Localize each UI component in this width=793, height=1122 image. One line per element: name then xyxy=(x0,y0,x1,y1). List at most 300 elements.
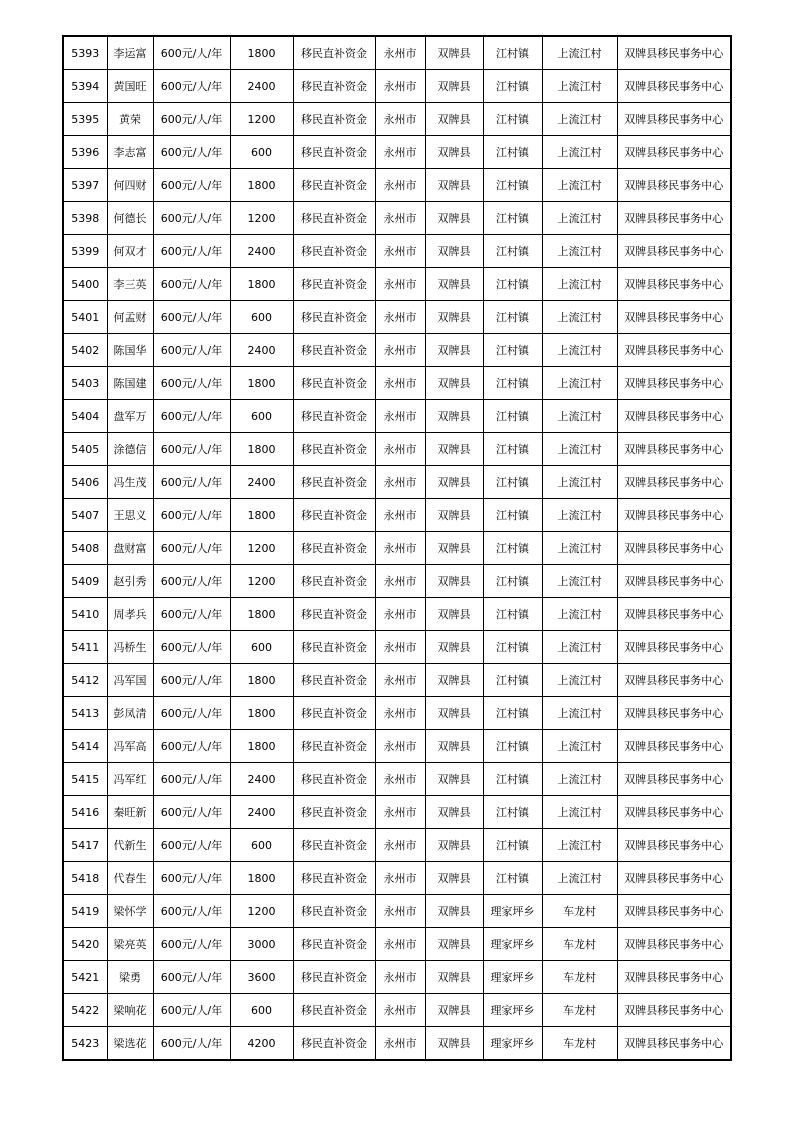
cell-city: 永州市 xyxy=(375,202,425,235)
cell-subsidy-amount: 1800 xyxy=(230,169,293,202)
cell-row-number: 5412 xyxy=(63,664,107,697)
cell-issuing-agency: 双牌县移民事务中心 xyxy=(617,1027,731,1061)
cell-township: 理家坪乡 xyxy=(483,994,542,1027)
cell-subsidy-standard: 600元/人/年 xyxy=(153,994,230,1027)
cell-subsidy-standard: 600元/人/年 xyxy=(153,400,230,433)
cell-recipient-name: 代春生 xyxy=(107,862,153,895)
cell-village: 上流江村 xyxy=(542,70,617,103)
cell-row-number: 5395 xyxy=(63,103,107,136)
cell-row-number: 5416 xyxy=(63,796,107,829)
cell-village: 上流江村 xyxy=(542,136,617,169)
cell-city: 永州市 xyxy=(375,367,425,400)
cell-city: 永州市 xyxy=(375,895,425,928)
cell-subsidy-amount: 2400 xyxy=(230,334,293,367)
cell-city: 永州市 xyxy=(375,763,425,796)
cell-city: 永州市 xyxy=(375,1027,425,1061)
cell-recipient-name: 盘财富 xyxy=(107,532,153,565)
cell-city: 永州市 xyxy=(375,301,425,334)
cell-subsidy-amount: 1800 xyxy=(230,730,293,763)
cell-township: 江村镇 xyxy=(483,697,542,730)
cell-village: 上流江村 xyxy=(542,598,617,631)
cell-issuing-agency: 双牌县移民事务中心 xyxy=(617,268,731,301)
cell-row-number: 5398 xyxy=(63,202,107,235)
cell-subsidy-amount: 600 xyxy=(230,400,293,433)
cell-subsidy-amount: 1200 xyxy=(230,103,293,136)
cell-county: 双牌县 xyxy=(425,829,483,862)
cell-village: 上流江村 xyxy=(542,862,617,895)
cell-subsidy-amount: 600 xyxy=(230,136,293,169)
cell-subsidy-amount: 1200 xyxy=(230,202,293,235)
cell-row-number: 5413 xyxy=(63,697,107,730)
cell-subsidy-amount: 3600 xyxy=(230,961,293,994)
cell-fund-type: 移民直补资金 xyxy=(293,862,375,895)
cell-subsidy-standard: 600元/人/年 xyxy=(153,697,230,730)
cell-subsidy-standard: 600元/人/年 xyxy=(153,730,230,763)
cell-township: 江村镇 xyxy=(483,862,542,895)
cell-recipient-name: 何德长 xyxy=(107,202,153,235)
cell-fund-type: 移民直补资金 xyxy=(293,730,375,763)
cell-city: 永州市 xyxy=(375,565,425,598)
cell-county: 双牌县 xyxy=(425,862,483,895)
cell-subsidy-standard: 600元/人/年 xyxy=(153,961,230,994)
cell-issuing-agency: 双牌县移民事务中心 xyxy=(617,532,731,565)
table-row xyxy=(63,928,731,961)
cell-village: 上流江村 xyxy=(542,301,617,334)
cell-row-number: 5414 xyxy=(63,730,107,763)
cell-county: 双牌县 xyxy=(425,730,483,763)
cell-county: 双牌县 xyxy=(425,763,483,796)
cell-subsidy-amount: 1800 xyxy=(230,433,293,466)
cell-recipient-name: 彭凤清 xyxy=(107,697,153,730)
cell-subsidy-standard: 600元/人/年 xyxy=(153,268,230,301)
table-row xyxy=(63,499,731,532)
cell-city: 永州市 xyxy=(375,169,425,202)
cell-issuing-agency: 双牌县移民事务中心 xyxy=(617,36,731,70)
cell-issuing-agency: 双牌县移民事务中心 xyxy=(617,202,731,235)
cell-subsidy-amount: 2400 xyxy=(230,70,293,103)
cell-county: 双牌县 xyxy=(425,532,483,565)
cell-issuing-agency: 双牌县移民事务中心 xyxy=(617,862,731,895)
cell-subsidy-standard: 600元/人/年 xyxy=(153,796,230,829)
cell-county: 双牌县 xyxy=(425,169,483,202)
cell-township: 江村镇 xyxy=(483,532,542,565)
cell-city: 永州市 xyxy=(375,598,425,631)
cell-city: 永州市 xyxy=(375,136,425,169)
cell-row-number: 5396 xyxy=(63,136,107,169)
cell-issuing-agency: 双牌县移民事务中心 xyxy=(617,598,731,631)
table-row xyxy=(63,631,731,664)
cell-subsidy-standard: 600元/人/年 xyxy=(153,1027,230,1061)
table-row xyxy=(63,367,731,400)
cell-county: 双牌县 xyxy=(425,367,483,400)
cell-county: 双牌县 xyxy=(425,202,483,235)
cell-city: 永州市 xyxy=(375,697,425,730)
cell-county: 双牌县 xyxy=(425,1027,483,1061)
cell-issuing-agency: 双牌县移民事务中心 xyxy=(617,961,731,994)
cell-county: 双牌县 xyxy=(425,136,483,169)
cell-township: 江村镇 xyxy=(483,202,542,235)
cell-village: 上流江村 xyxy=(542,433,617,466)
cell-subsidy-amount: 2400 xyxy=(230,235,293,268)
cell-row-number: 5418 xyxy=(63,862,107,895)
cell-village: 上流江村 xyxy=(542,235,617,268)
cell-city: 永州市 xyxy=(375,664,425,697)
cell-fund-type: 移民直补资金 xyxy=(293,928,375,961)
cell-issuing-agency: 双牌县移民事务中心 xyxy=(617,103,731,136)
cell-subsidy-amount: 2400 xyxy=(230,763,293,796)
cell-recipient-name: 何双才 xyxy=(107,235,153,268)
cell-recipient-name: 陈国建 xyxy=(107,367,153,400)
cell-fund-type: 移民直补资金 xyxy=(293,697,375,730)
cell-county: 双牌县 xyxy=(425,895,483,928)
cell-city: 永州市 xyxy=(375,103,425,136)
cell-row-number: 5399 xyxy=(63,235,107,268)
cell-city: 永州市 xyxy=(375,829,425,862)
cell-row-number: 5394 xyxy=(63,70,107,103)
cell-subsidy-standard: 600元/人/年 xyxy=(153,499,230,532)
cell-issuing-agency: 双牌县移民事务中心 xyxy=(617,763,731,796)
cell-subsidy-standard: 600元/人/年 xyxy=(153,136,230,169)
cell-recipient-name: 黄国旺 xyxy=(107,70,153,103)
cell-subsidy-standard: 600元/人/年 xyxy=(153,895,230,928)
cell-subsidy-standard: 600元/人/年 xyxy=(153,565,230,598)
cell-fund-type: 移民直补资金 xyxy=(293,70,375,103)
cell-fund-type: 移民直补资金 xyxy=(293,961,375,994)
table-row xyxy=(63,565,731,598)
cell-row-number: 5410 xyxy=(63,598,107,631)
cell-row-number: 5420 xyxy=(63,928,107,961)
cell-township: 江村镇 xyxy=(483,235,542,268)
cell-row-number: 5415 xyxy=(63,763,107,796)
cell-township: 江村镇 xyxy=(483,70,542,103)
cell-township: 江村镇 xyxy=(483,169,542,202)
cell-fund-type: 移民直补资金 xyxy=(293,103,375,136)
cell-row-number: 5397 xyxy=(63,169,107,202)
cell-subsidy-amount: 600 xyxy=(230,301,293,334)
cell-subsidy-standard: 600元/人/年 xyxy=(153,334,230,367)
cell-row-number: 5400 xyxy=(63,268,107,301)
cell-recipient-name: 盘军万 xyxy=(107,400,153,433)
cell-subsidy-standard: 600元/人/年 xyxy=(153,532,230,565)
cell-issuing-agency: 双牌县移民事务中心 xyxy=(617,697,731,730)
cell-fund-type: 移民直补资金 xyxy=(293,532,375,565)
table-row xyxy=(63,202,731,235)
cell-county: 双牌县 xyxy=(425,268,483,301)
cell-subsidy-amount: 1800 xyxy=(230,36,293,70)
cell-village: 车龙村 xyxy=(542,961,617,994)
cell-county: 双牌县 xyxy=(425,301,483,334)
cell-county: 双牌县 xyxy=(425,994,483,1027)
table-row xyxy=(63,169,731,202)
cell-subsidy-standard: 600元/人/年 xyxy=(153,631,230,664)
table-row xyxy=(63,895,731,928)
table-row xyxy=(63,994,731,1027)
cell-subsidy-standard: 600元/人/年 xyxy=(153,169,230,202)
cell-fund-type: 移民直补资金 xyxy=(293,895,375,928)
table-row xyxy=(63,36,731,70)
cell-subsidy-amount: 1800 xyxy=(230,367,293,400)
cell-village: 上流江村 xyxy=(542,697,617,730)
cell-row-number: 5404 xyxy=(63,400,107,433)
cell-subsidy-standard: 600元/人/年 xyxy=(153,70,230,103)
cell-subsidy-standard: 600元/人/年 xyxy=(153,829,230,862)
cell-fund-type: 移民直补资金 xyxy=(293,631,375,664)
cell-city: 永州市 xyxy=(375,70,425,103)
cell-county: 双牌县 xyxy=(425,598,483,631)
table-row xyxy=(63,664,731,697)
cell-village: 上流江村 xyxy=(542,268,617,301)
cell-fund-type: 移民直补资金 xyxy=(293,565,375,598)
cell-recipient-name: 黄荣 xyxy=(107,103,153,136)
cell-recipient-name: 何孟财 xyxy=(107,301,153,334)
cell-city: 永州市 xyxy=(375,334,425,367)
table-row xyxy=(63,70,731,103)
cell-city: 永州市 xyxy=(375,994,425,1027)
cell-issuing-agency: 双牌县移民事务中心 xyxy=(617,499,731,532)
table-row xyxy=(63,598,731,631)
cell-county: 双牌县 xyxy=(425,928,483,961)
table-row xyxy=(63,829,731,862)
cell-township: 江村镇 xyxy=(483,36,542,70)
cell-fund-type: 移民直补资金 xyxy=(293,499,375,532)
cell-fund-type: 移民直补资金 xyxy=(293,1027,375,1061)
cell-city: 永州市 xyxy=(375,433,425,466)
cell-subsidy-standard: 600元/人/年 xyxy=(153,928,230,961)
cell-township: 江村镇 xyxy=(483,730,542,763)
cell-township: 江村镇 xyxy=(483,400,542,433)
cell-county: 双牌县 xyxy=(425,334,483,367)
cell-fund-type: 移民直补资金 xyxy=(293,169,375,202)
cell-township: 江村镇 xyxy=(483,136,542,169)
cell-city: 永州市 xyxy=(375,631,425,664)
cell-recipient-name: 李运富 xyxy=(107,36,153,70)
cell-issuing-agency: 双牌县移民事务中心 xyxy=(617,730,731,763)
cell-township: 理家坪乡 xyxy=(483,961,542,994)
cell-row-number: 5401 xyxy=(63,301,107,334)
cell-fund-type: 移民直补资金 xyxy=(293,235,375,268)
cell-subsidy-standard: 600元/人/年 xyxy=(153,103,230,136)
cell-recipient-name: 王思义 xyxy=(107,499,153,532)
cell-fund-type: 移民直补资金 xyxy=(293,994,375,1027)
table-row xyxy=(63,334,731,367)
cell-city: 永州市 xyxy=(375,532,425,565)
table-row xyxy=(63,136,731,169)
cell-subsidy-amount: 2400 xyxy=(230,466,293,499)
cell-fund-type: 移民直补资金 xyxy=(293,36,375,70)
cell-village: 上流江村 xyxy=(542,367,617,400)
cell-row-number: 5393 xyxy=(63,36,107,70)
cell-row-number: 5422 xyxy=(63,994,107,1027)
cell-township: 江村镇 xyxy=(483,367,542,400)
cell-village: 上流江村 xyxy=(542,763,617,796)
cell-row-number: 5405 xyxy=(63,433,107,466)
cell-recipient-name: 冯桥生 xyxy=(107,631,153,664)
cell-subsidy-amount: 1200 xyxy=(230,532,293,565)
cell-issuing-agency: 双牌县移民事务中心 xyxy=(617,664,731,697)
cell-village: 上流江村 xyxy=(542,499,617,532)
cell-city: 永州市 xyxy=(375,268,425,301)
cell-issuing-agency: 双牌县移民事务中心 xyxy=(617,235,731,268)
cell-township: 江村镇 xyxy=(483,103,542,136)
cell-row-number: 5408 xyxy=(63,532,107,565)
cell-subsidy-standard: 600元/人/年 xyxy=(153,598,230,631)
cell-subsidy-amount: 1800 xyxy=(230,499,293,532)
cell-township: 江村镇 xyxy=(483,268,542,301)
cell-issuing-agency: 双牌县移民事务中心 xyxy=(617,400,731,433)
cell-issuing-agency: 双牌县移民事务中心 xyxy=(617,928,731,961)
table-row xyxy=(63,103,731,136)
cell-recipient-name: 陈国华 xyxy=(107,334,153,367)
cell-village: 车龙村 xyxy=(542,1027,617,1061)
cell-subsidy-standard: 600元/人/年 xyxy=(153,301,230,334)
cell-county: 双牌县 xyxy=(425,400,483,433)
table-row xyxy=(63,697,731,730)
cell-recipient-name: 梁勇 xyxy=(107,961,153,994)
cell-township: 江村镇 xyxy=(483,763,542,796)
cell-issuing-agency: 双牌县移民事务中心 xyxy=(617,367,731,400)
cell-fund-type: 移民直补资金 xyxy=(293,466,375,499)
cell-county: 双牌县 xyxy=(425,565,483,598)
cell-recipient-name: 冯生茂 xyxy=(107,466,153,499)
cell-village: 上流江村 xyxy=(542,169,617,202)
cell-fund-type: 移民直补资金 xyxy=(293,796,375,829)
cell-city: 永州市 xyxy=(375,730,425,763)
cell-subsidy-standard: 600元/人/年 xyxy=(153,664,230,697)
table-row xyxy=(63,730,731,763)
cell-fund-type: 移民直补资金 xyxy=(293,367,375,400)
cell-subsidy-amount: 1800 xyxy=(230,697,293,730)
cell-subsidy-standard: 600元/人/年 xyxy=(153,763,230,796)
cell-subsidy-standard: 600元/人/年 xyxy=(153,466,230,499)
cell-township: 江村镇 xyxy=(483,466,542,499)
cell-row-number: 5423 xyxy=(63,1027,107,1061)
cell-subsidy-amount: 600 xyxy=(230,994,293,1027)
cell-issuing-agency: 双牌县移民事务中心 xyxy=(617,301,731,334)
cell-row-number: 5402 xyxy=(63,334,107,367)
cell-subsidy-standard: 600元/人/年 xyxy=(153,433,230,466)
cell-subsidy-amount: 2400 xyxy=(230,796,293,829)
cell-recipient-name: 梁怀学 xyxy=(107,895,153,928)
cell-issuing-agency: 双牌县移民事务中心 xyxy=(617,796,731,829)
cell-recipient-name: 梁响花 xyxy=(107,994,153,1027)
cell-issuing-agency: 双牌县移民事务中心 xyxy=(617,70,731,103)
cell-fund-type: 移民直补资金 xyxy=(293,301,375,334)
cell-township: 理家坪乡 xyxy=(483,928,542,961)
cell-recipient-name: 涂德信 xyxy=(107,433,153,466)
cell-city: 永州市 xyxy=(375,400,425,433)
cell-issuing-agency: 双牌县移民事务中心 xyxy=(617,631,731,664)
cell-recipient-name: 冯军国 xyxy=(107,664,153,697)
cell-county: 双牌县 xyxy=(425,466,483,499)
cell-township: 江村镇 xyxy=(483,664,542,697)
cell-subsidy-amount: 3000 xyxy=(230,928,293,961)
table-row xyxy=(63,268,731,301)
cell-village: 上流江村 xyxy=(542,796,617,829)
cell-issuing-agency: 双牌县移民事务中心 xyxy=(617,169,731,202)
cell-county: 双牌县 xyxy=(425,697,483,730)
cell-fund-type: 移民直补资金 xyxy=(293,202,375,235)
table-row xyxy=(63,433,731,466)
cell-fund-type: 移民直补资金 xyxy=(293,829,375,862)
cell-subsidy-standard: 600元/人/年 xyxy=(153,862,230,895)
cell-recipient-name: 代新生 xyxy=(107,829,153,862)
cell-county: 双牌县 xyxy=(425,70,483,103)
cell-county: 双牌县 xyxy=(425,961,483,994)
cell-subsidy-amount: 1200 xyxy=(230,565,293,598)
table-row xyxy=(63,466,731,499)
table-body xyxy=(63,36,731,1060)
cell-city: 永州市 xyxy=(375,796,425,829)
cell-row-number: 5409 xyxy=(63,565,107,598)
cell-row-number: 5419 xyxy=(63,895,107,928)
cell-village: 上流江村 xyxy=(542,730,617,763)
cell-county: 双牌县 xyxy=(425,103,483,136)
cell-fund-type: 移民直补资金 xyxy=(293,433,375,466)
cell-county: 双牌县 xyxy=(425,631,483,664)
cell-subsidy-amount: 4200 xyxy=(230,1027,293,1061)
cell-subsidy-standard: 600元/人/年 xyxy=(153,202,230,235)
cell-village: 上流江村 xyxy=(542,664,617,697)
cell-subsidy-amount: 1800 xyxy=(230,862,293,895)
cell-issuing-agency: 双牌县移民事务中心 xyxy=(617,895,731,928)
cell-issuing-agency: 双牌县移民事务中心 xyxy=(617,829,731,862)
cell-village: 上流江村 xyxy=(542,532,617,565)
cell-village: 上流江村 xyxy=(542,202,617,235)
table-row xyxy=(63,763,731,796)
cell-village: 上流江村 xyxy=(542,631,617,664)
cell-city: 永州市 xyxy=(375,466,425,499)
cell-subsidy-amount: 600 xyxy=(230,829,293,862)
cell-issuing-agency: 双牌县移民事务中心 xyxy=(617,994,731,1027)
cell-township: 江村镇 xyxy=(483,499,542,532)
cell-fund-type: 移民直补资金 xyxy=(293,136,375,169)
cell-issuing-agency: 双牌县移民事务中心 xyxy=(617,466,731,499)
table-row xyxy=(63,961,731,994)
cell-township: 江村镇 xyxy=(483,433,542,466)
cell-fund-type: 移民直补资金 xyxy=(293,268,375,301)
cell-county: 双牌县 xyxy=(425,235,483,268)
cell-village: 车龙村 xyxy=(542,994,617,1027)
cell-village: 车龙村 xyxy=(542,895,617,928)
cell-recipient-name: 李三英 xyxy=(107,268,153,301)
cell-township: 理家坪乡 xyxy=(483,895,542,928)
cell-row-number: 5406 xyxy=(63,466,107,499)
table-row xyxy=(63,796,731,829)
cell-subsidy-amount: 1800 xyxy=(230,664,293,697)
cell-row-number: 5411 xyxy=(63,631,107,664)
cell-village: 上流江村 xyxy=(542,466,617,499)
cell-county: 双牌县 xyxy=(425,36,483,70)
cell-county: 双牌县 xyxy=(425,664,483,697)
cell-village: 上流江村 xyxy=(542,829,617,862)
cell-township: 江村镇 xyxy=(483,598,542,631)
cell-recipient-name: 秦旺新 xyxy=(107,796,153,829)
cell-county: 双牌县 xyxy=(425,433,483,466)
cell-village: 上流江村 xyxy=(542,36,617,70)
cell-subsidy-amount: 600 xyxy=(230,631,293,664)
cell-fund-type: 移民直补资金 xyxy=(293,598,375,631)
cell-fund-type: 移民直补资金 xyxy=(293,400,375,433)
cell-issuing-agency: 双牌县移民事务中心 xyxy=(617,433,731,466)
cell-subsidy-standard: 600元/人/年 xyxy=(153,367,230,400)
cell-village: 上流江村 xyxy=(542,103,617,136)
cell-township: 理家坪乡 xyxy=(483,1027,542,1061)
cell-township: 江村镇 xyxy=(483,829,542,862)
table-row xyxy=(63,532,731,565)
cell-issuing-agency: 双牌县移民事务中心 xyxy=(617,565,731,598)
subsidy-table xyxy=(62,35,732,1061)
cell-city: 永州市 xyxy=(375,928,425,961)
